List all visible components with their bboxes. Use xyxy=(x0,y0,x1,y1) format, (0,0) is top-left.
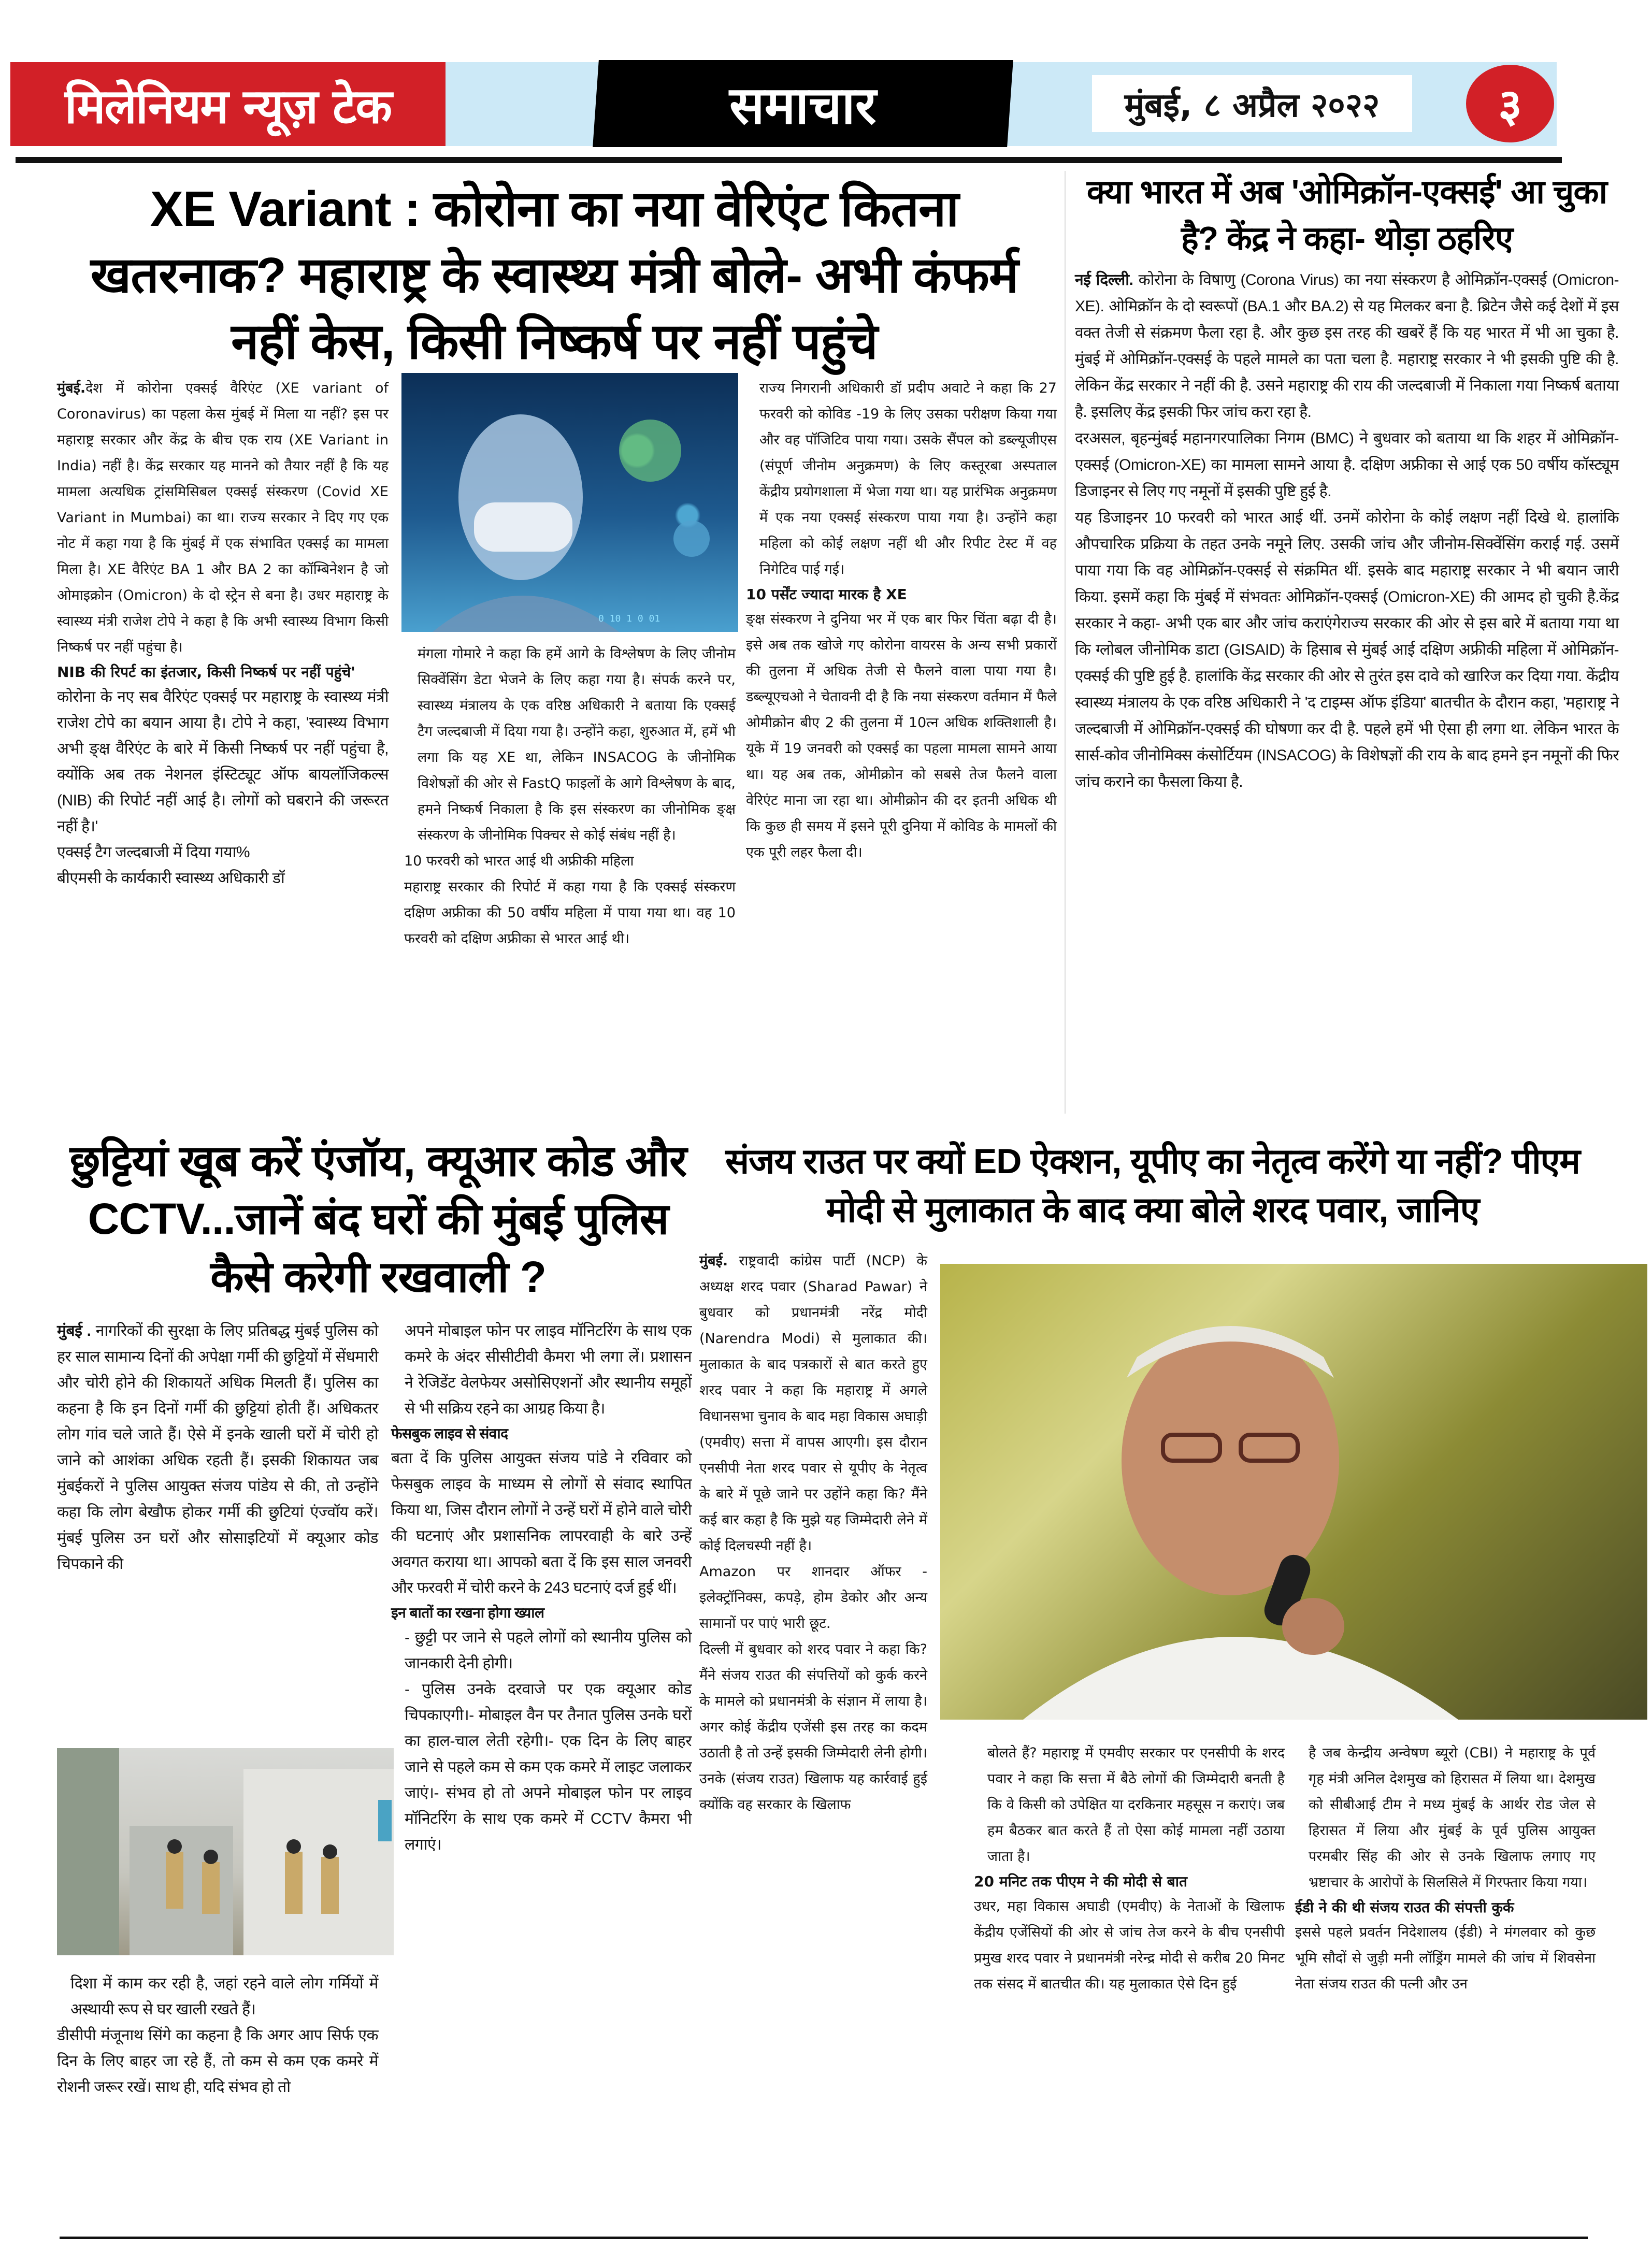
paragraph: दिल्ली में बुधवार को शरद पवार ने कहा कि? मैंने संजय राउत की संपत्तियों को कुर्क करने के मामले को प्रधानमंत्री के संज्ञान में लाया है। अगर कोई केंद्रीय एजेंसी इस तरह का कदम उठाती है तो उन्हें इसकी जिम्मेदारी लेनी होगी। उनके (संजय राउत) खिलाफ यह कार्रवाई हुई क्योंकि वह सरकार के खिलाफ xyxy=(699,1641,927,1813)
section-label xyxy=(593,60,1013,147)
police-officers-icon xyxy=(57,1748,394,1955)
xe-article-col1 xyxy=(57,376,389,891)
svg-text:0 10 1 0 01: 0 10 1 0 01 xyxy=(598,613,660,624)
police-article-col1-continued xyxy=(57,1971,378,2100)
paragraph: नागरिकों की सुरक्षा के लिए प्रतिबद्ध मुंबई पुलिस को हर साल सामान्य दिनों की अपेक्षा गर्मी की छुट्टियों में सेंधमारी और चोरी होने की शिकायतें अधिक मिलती हैं। पुलिस का कहना है कि इन दिनों गर्मी की छुट्टियां होती हैं। अधिकतर लोग गांव चले जाते हैं। ऐसे में इनके खाली घरों में चोरी हो जाने को आशंका अधिक रहती हैं। इसकी शिकायत जब मुंबईकरों ने पुलिस आयुक्त संजय पांडेय से की, तो उन्होंने कहा कि लोग बेखौफ होकर गर्मी की छुटियां एंज्वॉय करें। मुंबई पुलिस उन घरों और सोसाइटियों में क्यूआर कोड चिपकाने की xyxy=(57,1322,378,1573)
paragraph: इससे पहले प्रवर्तन निदेशालय (ईडी) ने मंगलवार को कुछ भूमि सौदों से जुड़ी मनी लॉड्रिंग मामले की जांच में शिवसेना नेता संजय राउत की पत्नी और उन xyxy=(1295,1924,1596,1992)
xe-article-headline: XE Variant : कोरोना का नया वेरिएंट कितना खतरनाक? महाराष्ट्र के स्वास्थ्य मंत्री बोले- अभी कंफर्म नहीं केस, किसी निष्कर्ष पर नहीं पहुंचे xyxy=(90,181,1018,369)
paragraph: राज्य निगरानी अधिकारी डॉ प्रदीप अवाटे ने कहा कि 27 फरवरी को कोविड -19 के लिए उसका परीक्षण किया गया और वह पॉजिटिव पाया गया। उसके सैंपल को डब्ल्यूजीएस (संपूर्ण जीनोम अनुक्रमण) के लिए कस्तूरबा अस्पताल केंद्रीय प्रयोगशाला में भेजा गया था। यह प्रारंभिक अनुक्रमण में एक नया एक्सई संस्करण पाया गया है। उन्होंने कहा महिला को कोई लक्षण नहीं थी और रिपीट टेस्ट में वह निगेटिव पाई गई। xyxy=(759,380,1057,578)
pawar-article-headline: संजय राउत पर क्यों ED ऐक्शन, यूपीए का नेतृत्व करेंगे या नहीं? पीएम मोदी से मुलाकात के बाद क्या बोले शरद पवार, जानिए xyxy=(725,1142,1580,1230)
police-article-col1 xyxy=(57,1318,378,1577)
paragraph: ङ्क्ष संस्करण ने दुनिया भर में एक बार फिर चिंता बढ़ा दी है। इसे अब तक खोजे गए कोरोना वायरस के अन्य सभी प्रकारों की तुलना में अधिक तेजी से फैलने वाला पाया गया है। डब्ल्यूएचओ ने चेतावनी दी है कि नया संस्करण वर्तमान में फैले ओमीक्रोन बीए 2 की तुलना में 10त्न अधिक शक्तिशाली है। यूके में 19 जनवरी को एक्सई का पहला मामला सामने आया था। यह अब तक, ओमीक्रोन को सबसे तेज फैलने वाला वेरिएंट माना जा रहा था। ओमीक्रोन की दर इतनी अधिक थी कि कुछ ही समय में इसने पूरी दुनिया में कोविड के मामलों की एक पूरी लहर फैला दी। xyxy=(746,611,1057,860)
pawar-article-col1 xyxy=(699,1248,927,1818)
paragraph: दिशा में काम कर रही है, जहां रहने वाले लोग गर्मियों में अस्थायी रूप से घर खाली रखते हैं। xyxy=(70,1975,378,2018)
paragraph: डीसीपी मंजूनाथ सिंगे का कहना है कि अगर आप सिर्फ एक दिन के लिए बाहर जा रहे हैं, तो कम से कम एक कमरे में रोशनी जरूर रखें। साथ ही, यदि संभव हो तो xyxy=(57,2027,378,2096)
speaker-with-microphone-icon xyxy=(940,1264,1647,1720)
paragraph: है जब केन्द्रीय अन्वेषण ब्यूरो (CBI) ने महाराष्ट्र के पूर्व गृह मंत्री अनिल देशमुख को हिरासत में लिया था। देशमुख को सीबीआई टीम ने मध्य मुंबई के आर्थर रोड जेल से हिरासत में लिया और मुंबई के पूर्व पुलिस आयुक्त परमबीर सिंह की ओर से उनके खिलाफ लगाए गए भ्रष्टाचार के आरोपों के सिलसिले में गिरफ्तार किया गया। xyxy=(1309,1745,1596,1891)
subheading: इन बातों का रखना होगा ख्याल xyxy=(391,1605,544,1621)
paragraph: एक्सई टैग जल्दबाजी में दिया गया% xyxy=(57,844,250,861)
paragraph: अपने मोबाइल फोन पर लाइव मॉनिटरिंग के साथ एक कमरे के अंदर सीसीटीवी कैमरा भी लगा लें। प्रशासन ने रेजिडेंट वेलफेयर असोसिएशनों और स्थानीय समूहों से भी सक्रिय रहने का आग्रह किया है। xyxy=(405,1322,692,1417)
dateline: नई दिल्ली. xyxy=(1075,271,1133,289)
person-mask-icon xyxy=(401,373,738,632)
paragraph: देश में कोरोना एक्सई वैरिएंट (XE variant of Coronavirus) का पहला केस मुंबई में मिला या नहीं? इस पर महाराष्ट्र सरकार और केंद्र के बीच एक राय (XE Variant in India) नहीं है। केंद्र सरकार यह मानने को तैयार नहीं है कि यह मामला अत्यधिक ट्रांसमिसिबल एक्सई संस्करण (Covid XE Variant in Mumbai) का था। राज्य सरकार ने दिए गए एक नोट में कहा गया है कि मुंबई में एक संभावित एक्सई का मामला मिला है। XE वैरिएंट BA 1 और BA 2 का कॉम्बिनेशन है जो ओमाइक्रोन (Omicron) के दो स्ट्रेन से बना है। उधर महाराष्ट्र के स्वास्थ्य मंत्री राजेश टोपे ने कहा है कि अभी स्वास्थ्य विभाग किसी निष्कर्ष पर नहीं पहुंचा है। xyxy=(57,380,389,655)
paragraph: राष्ट्रवादी कांग्रेस पार्टी (NCP) के अध्यक्ष शरद पवार (Sharad Pawar) ने बुधवार को प्रधानमंत्री नरेंद्र मोदी (Narendra Modi) से मुलाकात की। मुलाकात के बाद पत्रकारों से बात करते हुए शरद पवार ने कहा कि महाराष्ट्र में अगले विधानसभा चुनाव के बाद महा विकास अघाड़ी (एमवीए) सत्ता में वापस आएगी। इस दौरान एनसीपी नेता शरद पवार से यूपीए के नेतृत्व के बारे में पूछे जाने पर उहोंने कहा कि? मैंने कई बार कहा है कि मुझे यह जिम्मेदारी लेने में कोई दिलचस्पी नहीं है। xyxy=(699,1253,927,1554)
subheading: NIB की रिपर्ट का इंतजार, किसी निष्कर्ष पर नहीं पहुंचे' xyxy=(57,664,355,681)
amazon-promo[interactable]: Amazon पर शानदार ऑफर - इलेक्ट्रॉनिक्स, कपड़े, होम डेकोर और अन्य सामानों पर पाएं भारी छूट. xyxy=(699,1564,927,1632)
subheading: 10 पर्सेंट ज्यादा मारक है XE xyxy=(746,586,907,603)
pawar-article-col3 xyxy=(1295,1740,1596,1997)
paragraph: 10 फरवरी को भारत आई थी अफ्रीकी महिला xyxy=(404,853,634,869)
paragraph: - पुलिस उनके दरवाजे पर एक क्यूआर कोड चिपकाएगी।- मोबाइल वैन पर तैनात पुलिस उनके घरों का हाल-चाल लेती रहेगी।- एक दिन के लिए बाहर जाने से पहले कम से कम एक कमरे में लाइट जलाकर जाएं।- संभव हो तो अपने मोबाइल फोन पर लाइव मॉनिटरिंग के साथ एक कमरे में CCTV कैमरा भी लगाएं। xyxy=(405,1681,692,1853)
paragraph: बता दें कि पुलिस आयुक्त संजय पांडे ने रविवार को फेसबुक लाइव के माध्यम से लोगों से संवाद स्थापित किया था, जिस दौरान लोगों ने उन्हें घरों में होने वाले चोरी की घटनाएं और प्रशासनिक लापरवाही के बारे उन्हें अवगत कराया था। आपको बता दें कि इस साल जनवरी और फरवरी में चोरी करने के 243 घटनाएं दर्ज हुई थीं। xyxy=(391,1450,692,1596)
section-label-text: समाचार xyxy=(729,75,877,136)
page-number-badge: ३ xyxy=(1466,65,1554,142)
newspaper-brand-logo: मिलेनियम न्यूज़ टेक xyxy=(10,62,446,146)
paragraph: उधर, महा विकास अघाडी (एमवीए) के नेताओं के खिलाफ केंद्रीय एजेंसियों की ओर से जांच तेज करने के बीच एनसीपी प्रमुख शरद पवार ने प्रधानमंत्री नरेन्द्र मोदी से करीब 20 मिनट तक संसद में बातचीत की। यह मुलाकात ऐसे दिन हुई xyxy=(974,1898,1285,1992)
xe-article-col2 xyxy=(404,641,736,952)
paragraph: बोलते हैं? महाराष्ट्र में एमवीए सरकार पर एनसीपी के शरद पवार ने कहा कि सत्ता में बैठे लोगों की जिम्मेदारी बनती है कि वे किसी को उपेक्षित या दरकिनार महसूस न कराएं। जब हम बैठकर बात करते हैं तो ऐसा कोई मामला नहीं उठाया जाता है। xyxy=(987,1745,1285,1865)
police-article-headline: छुट्टियां खूब करें एंजॉय, क्यूआर कोड और CCTV...जानें बंद घरों की मुंबई पुलिस कैसे करेगी रखवाली ? xyxy=(69,1136,687,1301)
masthead-divider xyxy=(16,157,1562,163)
dateline: मुंबई. xyxy=(57,380,86,396)
omicron-article-body xyxy=(1075,267,1619,795)
page-bottom-rule xyxy=(60,2237,1588,2239)
paragraph: कोरोना के नए सब वैरिएंट एक्सई पर महाराष्ट्र के स्वास्थ्य मंत्री राजेश टोपे का बयान आया है। टोपे ने कहा, 'स्वास्थ्य विभाग अभी ङ्क्ष वैरिएंट के बारे में किसी निष्कर्ष पर नहीं पहुंचा है, क्योंकि अब तक नेशनल इंस्टिट्यूट ऑफ बायलॉजिकल्स (NIB) की रिपोर्ट नहीं आई है। लोगों को घबराने की जरूरत नहीं है।' xyxy=(57,688,389,835)
subheading: ईडी ने की थी संजय राउत की संपत्ती कुर्क xyxy=(1295,1899,1514,1916)
police-article-col2 xyxy=(391,1318,692,1858)
dateline: मुंबई. xyxy=(699,1253,728,1269)
omicron-article-headline: क्या भारत में अब 'ओमिक्रॉन-एक्सई' आ चुका है? केंद्र ने कहा- थोड़ा ठहरिए xyxy=(1086,173,1607,257)
column-divider xyxy=(1065,171,1066,1114)
paragraph: मंगला गोमारे ने कहा कि हमें आगे के विश्लेषण के लिए जीनोम सिक्वेंसिंग डेटा भेजने के लिए कहा गया है। संपर्क करने पर, स्वास्थ्य मंत्रालय के एक वरिष्ठ अधिकारी ने बताया कि एक्सई टैग जल्दबाजी में दिया गया है। उन्होंने कहा, शुरुआत में, हमें भी लगा कि यह XE था, लेकिन INSACOG के जीनोमिक विशेषज्ञों की ओर से FastQ फाइलों के आगे विश्लेषण के बाद, हमने निष्कर्ष निकाला है कि इस संस्करण का जीनोमिक ङ्क्ष संस्करण के जीनोमिक पिक्चर से कोई संबंध नहीं है। xyxy=(418,646,736,843)
sharad-pawar-image xyxy=(940,1264,1647,1720)
subheading: 20 मनिट तक पीएम ने की मोदी से बात xyxy=(974,1873,1187,1890)
dateline: मुंबई . xyxy=(57,1322,91,1339)
paragraph: दरअसल, बृहन्मुंबई महानगरपालिका निगम (BMC) ने बुधवार को बताया था कि शहर में ओमिक्रॉन-एक्सई (Omicron-XE) का मामला सामने आया है. दक्षिण अफ्रीका से आई एक 50 वर्षीय कॉस्ट्यूम डिजाइनर से लिए गए नमूनों में इसकी पुष्टि हुई है. xyxy=(1075,430,1619,500)
subheading: फेसबुक लाइव से संवाद xyxy=(391,1425,508,1441)
paragraph: यह डिजाइनर 10 फरवरी को भारत आई थीं. उनमें कोरोना के कोई लक्षण नहीं दिखे थे. हालांकि औपचारिक प्रक्रिया के तहत उनके नमूने लिए. उसकी जांच और जीनोम-सिक्वेंसिंग कराई गई. उसमें पाया गया कि वह ओमिक्रॉन-एक्सई से संक्रमित थीं. इसके बाद महाराष्ट्र सरकार ने भी बयान जारी किया. इसमें कहा कि मुंबई में संभवतः ओमिक्रॉन-एक्सई (Omicron-XE) की आमद हो चुकी है.केंद्र सरकार ने कहा- अभी एक बार और जांच कराएंगेराज्य सरकार की ओर से इस बारे में बताया गया था कि ग्लोबल जीनोमिक डाटा (GISAID) के हिसाब से मुंबई आई दक्षिण अफ्रीकी महिला में ओमिक्रॉन-एक्सई की पुष्टि हुई है. हालांकि केंद्र सरकार की ओर से तुरंत इस दावे को खारिज कर दिया गया. केंद्रीय स्वास्थ्य मंत्रालय के एक वरिष्ठ अधिकारी ने 'द टाइम्स ऑफ इंडिया' बातचीत के दौरान कहा, 'महाराष्ट्र ने जल्दबाजी में ओमिक्रॉन-एक्सई की घोषणा कर दी है. पहले हमें भी ऐसा ही लगा था. लेकिन भारत के सार्स-कोव जीनोमिक्स कंसोर्टियम (INSACOG) के विशेषज्ञों की राय के बाद हमने इन नमूनों की फिर जांच कराने का फैसला किया है. xyxy=(1075,509,1619,790)
paragraph: महाराष्ट्र सरकार की रिपोर्ट में कहा गया है कि एक्सई संस्करण दक्षिण अफ्रीका की 50 वर्षीय महिला में पाया गया था। वह 10 फरवरी को दक्षिण अफ्रीका से भारत आई थी। xyxy=(404,879,736,947)
paragraph: कोरोना के विषाणु (Corona Virus) का नया संस्करण है ओमिक्रॉन-एक्सई (Omicron-XE). ओमिक्रॉन के दो स्वरूपों (BA.1 और BA.2) से यह मिलकर बना है. ब्रिटेन जैसे कई देशों में इस वक्त तेजी से संक्रमण फैला रहा है. और कुछ इस तरह की खबरें हैं कि यह भारत में भी आ चुका है. मुंबई में ओमिक्रॉन-एक्सई के पहले मामले का पता चला है. महाराष्ट्र सरकार ने भी इसकी पुष्टि की है. लेकिन केंद्र सरकार ने नहीं की है. उसने महाराष्ट्र की राय की जल्दबाजी में निकाला गया निष्कर्ष बताया है. इसलिए केंद्र इसकी फिर जांच करा रहा है. xyxy=(1075,271,1619,421)
pawar-article-col2 xyxy=(974,1740,1285,1997)
xe-article-col3 xyxy=(746,376,1057,866)
paragraph: - छुट्टी पर जाने से पहले लोगों को स्थानीय पुलिस को जानकारी देनी होगी। xyxy=(405,1629,692,1672)
edition-date: मुंबई, ८ अप्रैल २०२२ xyxy=(1092,75,1412,132)
police-at-gate-image xyxy=(57,1748,394,1955)
paragraph: बीएमसी के कार्यकारी स्वास्थ्य अधिकारी डॉ xyxy=(57,870,285,887)
virus-mask-figure-image xyxy=(401,373,738,632)
